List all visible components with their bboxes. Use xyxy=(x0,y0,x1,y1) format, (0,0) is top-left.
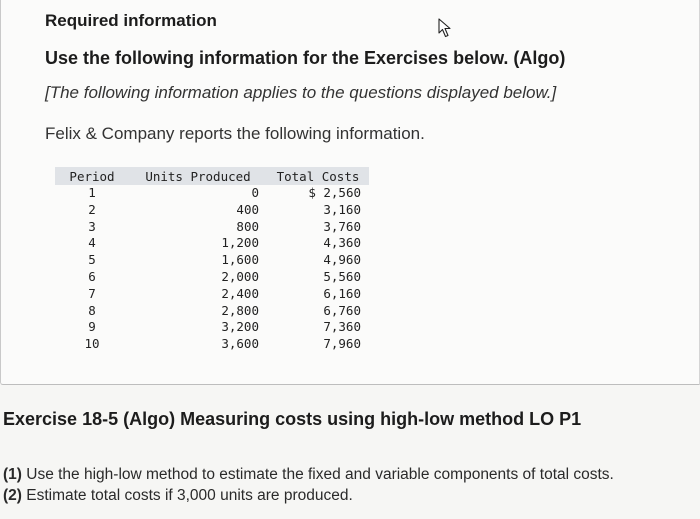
table-row xyxy=(55,202,369,219)
costs-cell: 3,160 xyxy=(323,201,361,217)
question-2-text: Estimate total costs if 3,000 units are produced. xyxy=(21,487,353,504)
period-cell: 10 xyxy=(84,336,100,352)
costs-cell: 6,760 xyxy=(323,302,361,318)
table-row xyxy=(55,219,369,236)
intro-text: Felix & Company reports the following information. xyxy=(45,124,425,143)
header-period: Period xyxy=(55,167,129,185)
required-information-label: Required information xyxy=(45,11,217,30)
period-cell: 1 xyxy=(88,185,96,200)
costs-cell: 5,560 xyxy=(323,268,361,284)
units-cell: 3,600 xyxy=(221,336,259,352)
units-cell: 2,400 xyxy=(221,285,259,301)
table-row xyxy=(55,319,369,336)
costs-cell: $ 2,560 xyxy=(308,185,361,200)
units-cell: 2,800 xyxy=(221,302,259,318)
exercise-title: Exercise 18-5 (Algo) Measuring costs using high-low method LO P1 xyxy=(3,409,582,429)
table-row xyxy=(55,269,369,286)
costs-cell: 4,360 xyxy=(323,235,361,251)
units-cell: 400 xyxy=(236,201,259,217)
table-header-row xyxy=(55,167,369,185)
costs-cell: 7,960 xyxy=(323,336,361,352)
costs-cell: 6,160 xyxy=(323,285,361,301)
table-row xyxy=(55,286,369,303)
units-cell: 1,600 xyxy=(221,252,259,268)
question-2-number: (2) xyxy=(3,487,22,504)
units-cell: 0 xyxy=(251,185,259,200)
question-1 xyxy=(3,466,614,484)
table-row xyxy=(55,303,369,320)
costs-cell: 3,760 xyxy=(323,218,361,234)
units-cell: 3,200 xyxy=(221,319,259,335)
costs-cell: 4,960 xyxy=(323,252,361,268)
question-1-number: (1) xyxy=(3,466,22,483)
cost-data-table xyxy=(55,167,369,353)
header-total-costs: Total Costs xyxy=(267,167,369,185)
period-cell: 2 xyxy=(88,201,96,217)
costs-cell: 7,360 xyxy=(323,319,361,335)
table-row xyxy=(55,252,369,269)
table-row xyxy=(55,235,369,252)
units-cell: 1,200 xyxy=(221,235,259,251)
applies-note: [The following information applies to the questions displayed below.] xyxy=(45,83,557,102)
header-units-produced: Units Produced xyxy=(129,167,267,185)
period-cell: 7 xyxy=(88,285,96,301)
units-cell: 800 xyxy=(236,218,259,234)
period-cell: 9 xyxy=(88,319,96,335)
period-cell: 6 xyxy=(88,268,96,284)
period-cell: 8 xyxy=(88,302,96,318)
period-cell: 5 xyxy=(88,252,96,268)
mouse-pointer-icon xyxy=(438,18,452,38)
period-cell: 3 xyxy=(88,218,96,234)
question-1-text: Use the high-low method to estimate the fixed and variable components of total costs. xyxy=(21,466,614,483)
question-2 xyxy=(3,487,353,505)
table-row xyxy=(55,185,369,202)
units-cell: 2,000 xyxy=(221,268,259,284)
table-row xyxy=(55,336,369,353)
instructions-heading: Use the following information for the Exercises below. (Algo) xyxy=(45,48,566,68)
period-cell: 4 xyxy=(88,235,96,251)
